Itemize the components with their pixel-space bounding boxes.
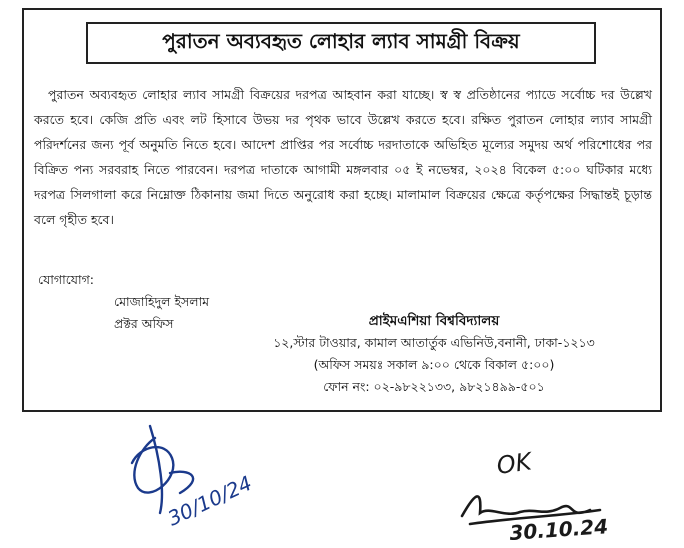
- approval-note: OK: [494, 447, 534, 480]
- organization-address: ১২,স্টার টাওয়ার, কামাল আতার্তুক এভিনিউ,বনানী, ঢাকা-১২১৩: [273, 335, 595, 350]
- right-signature: [450, 438, 650, 546]
- contact-label: যোগাযোগ:: [38, 272, 94, 287]
- contact-office: প্রক্টর অফিস: [114, 316, 174, 331]
- left-signature: [110, 418, 260, 538]
- notice-frame: [22, 8, 662, 412]
- notice-title: পুরাতন অব্যবহৃত লোহার ল্যাব সামগ্রী বিক্রয়: [162, 28, 520, 53]
- right-signature-date: 30.10.24: [508, 514, 609, 545]
- left-signature-date: 30/10/24: [163, 470, 256, 531]
- notice-body: পুরাতন অব্যবহৃত লোহার ল্যাব সামগ্রী বিক্রয়ের দরপত্র আহবান করা যাচ্ছে। স্ব স্ব প্রতিষ্ঠানের প্যাডে সর্বোচ্চ দর উল্লেখ করতে হবে। কেজি প্রতি এবং লট হিসাবে উভয় দর পৃথক ভাবে উল্লেখ করতে হবে। রক্ষিত পুরাতন লোহার ল্যাব সামগ্রী পরিদর্শনের জন্য পূর্ব অনুমতি নিতে হবে। আদেশ প্রাপ্তির পর সর্বোচ্চ দরদাতাকে অভিহিত মূল্যের সমুদয় অর্থ পরিশোধের পর বিক্রিত পন্য সরবরাহ নিতে পারবেন। দরপত্র দাতাকে আগামী মঙ্গলবার ০৫ ই নভেম্বর, ২০২৪ বিকেল ৫:০০ ঘটিকার মধ্যে দরপত্র সিলগালা করে নিম্নোক্ত ঠিকানায় জমা দিতে অনুরোধ করা হচ্ছে। মালামাল বিক্রয়ের ক্ষেত্রে কর্তৃপক্ষের সিদ্ধান্তই চূড়ান্ত বলে গৃহীত হবে।: [34, 87, 652, 227]
- notice-title-box: [86, 22, 596, 64]
- organization-block: [254, 310, 614, 398]
- phone-numbers: ফোন নং: ০২-৯৮২২১৩৩, ৯৮২১৪৯৯-৫০১: [323, 379, 545, 394]
- office-hours: (অফিস সময়ঃ সকাল ৯:০০ থেকে বিকাল ৫:০০): [313, 357, 555, 372]
- contact-name: মোজাহিদুল ইসলাম: [114, 294, 210, 309]
- organization-name: প্রাইমএশিয়া বিশ্ববিদ্যালয়: [368, 313, 500, 329]
